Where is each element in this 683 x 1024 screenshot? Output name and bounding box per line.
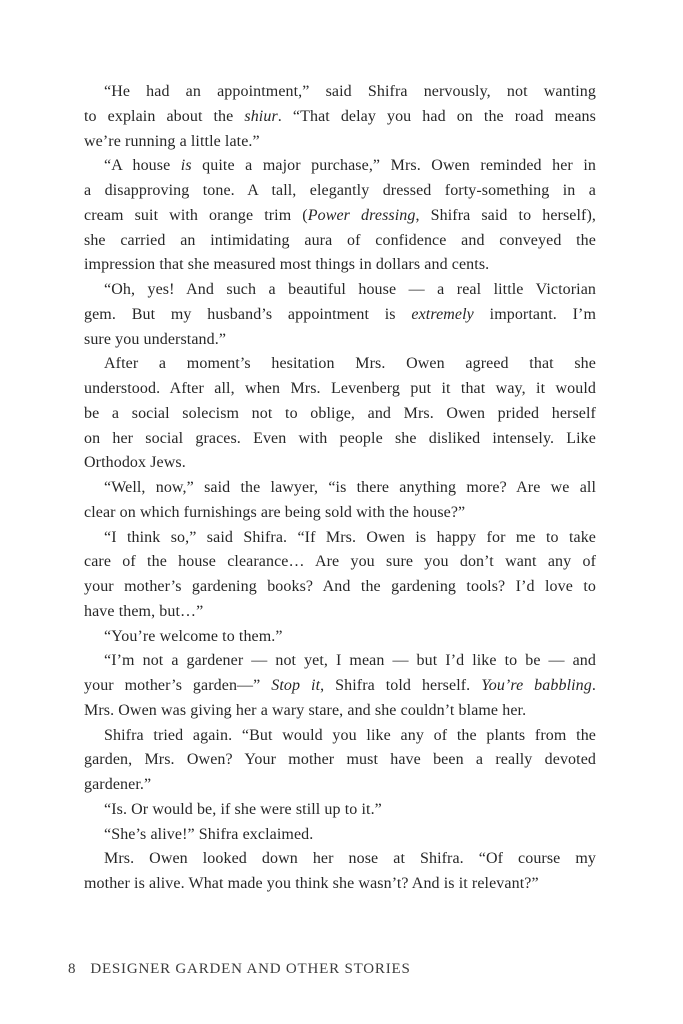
text-line: “A house is quite a major purchase,” Mrs. Owen reminded her in (104, 157, 596, 175)
paragraph (84, 847, 596, 897)
text-line: Orthodox Jews. (84, 454, 186, 472)
text-line: sure you understand.” (84, 330, 227, 348)
paragraph (84, 625, 596, 650)
text-line: “She’s alive!” Shifra exclaimed. (104, 825, 314, 843)
paragraph (84, 154, 596, 278)
paragraph (84, 724, 596, 798)
paragraph (84, 526, 596, 625)
text-line: have them, but…” (84, 602, 204, 620)
text-line: “Oh, yes! And such a beautiful house — a real little Victorian (104, 281, 596, 298)
text-line: understood. After all, when Mrs. Levenberg put it that way, it would (84, 380, 596, 397)
text-line: Mrs. Owen was giving her a wary stare, and she couldn’t blame her. (84, 701, 527, 719)
text-line: your mother’s garden—” Stop it, Shifra told herself. You’re babbling. (84, 677, 596, 694)
text-line: we’re running a little late.” (84, 132, 260, 150)
text-line: After a moment’s hesitation Mrs. Owen agreed that she (104, 355, 596, 373)
text-line: gem. But my husband’s appointment is extremely important. I’m (84, 305, 597, 323)
text-line: cream suit with orange trim (Power dressing, Shifra said to herself), (84, 206, 596, 224)
text-line: on her social graces. Even with people she disliked intensely. Like (84, 429, 596, 447)
text-line: she carried an intimidating aura of confidence and conveyed the (84, 231, 596, 249)
paragraph (84, 476, 596, 526)
text-line: to explain about the shiur. “That delay you had on the road means (84, 107, 596, 125)
text-line: “I’m not a gardener — not yet, I mean — but I’d like to be — and (104, 652, 596, 670)
text-line: your mother’s gardening books? And the gardening tools? I’d love to (84, 578, 596, 595)
text-line: care of the house clearance… Are you sure you don’t want any of (84, 553, 596, 571)
text-line: clear on which furnishings are being sold with the house?” (84, 503, 466, 521)
book-title: DESIGNER GARDEN AND OTHER STORIES (90, 961, 411, 977)
text-line: “You’re welcome to them.” (104, 627, 283, 645)
page-footer (68, 961, 411, 978)
text-line: Mrs. Owen looked down her nose at Shifra. “Of course my (104, 850, 596, 868)
page-number: 8 (68, 961, 77, 977)
text-line: “I think so,” said Shifra. “If Mrs. Owen is happy for me to take (104, 528, 596, 546)
paragraph (84, 80, 596, 154)
text-line: a disapproving tone. A tall, elegantly dressed forty-something in a (84, 182, 596, 199)
paragraph (84, 352, 596, 476)
text-line: “Well, now,” said the lawyer, “is there anything more? Are we all (104, 479, 596, 496)
paragraph (84, 649, 596, 723)
body-text (84, 80, 596, 897)
text-line: impression that she measured most things in dollars and cents. (84, 256, 490, 274)
paragraph (84, 823, 596, 848)
text-line: Shifra tried again. “But would you like any of the plants from the (104, 726, 596, 744)
text-line: “Is. Or would be, if she were still up to it.” (104, 800, 382, 818)
text-line: “He had an appointment,” said Shifra nervously, not wanting (104, 83, 596, 100)
text-line: mother is alive. What made you think she wasn’t? And is it relevant?” (84, 875, 539, 892)
paragraph (84, 278, 596, 352)
text-line: garden, Mrs. Owen? Your mother must have been a really devoted (84, 751, 596, 769)
text-line: be a social solecism not to oblige, and Mrs. Owen prided herself (84, 404, 596, 422)
paragraph (84, 798, 596, 823)
text-line: gardener.” (84, 776, 152, 793)
